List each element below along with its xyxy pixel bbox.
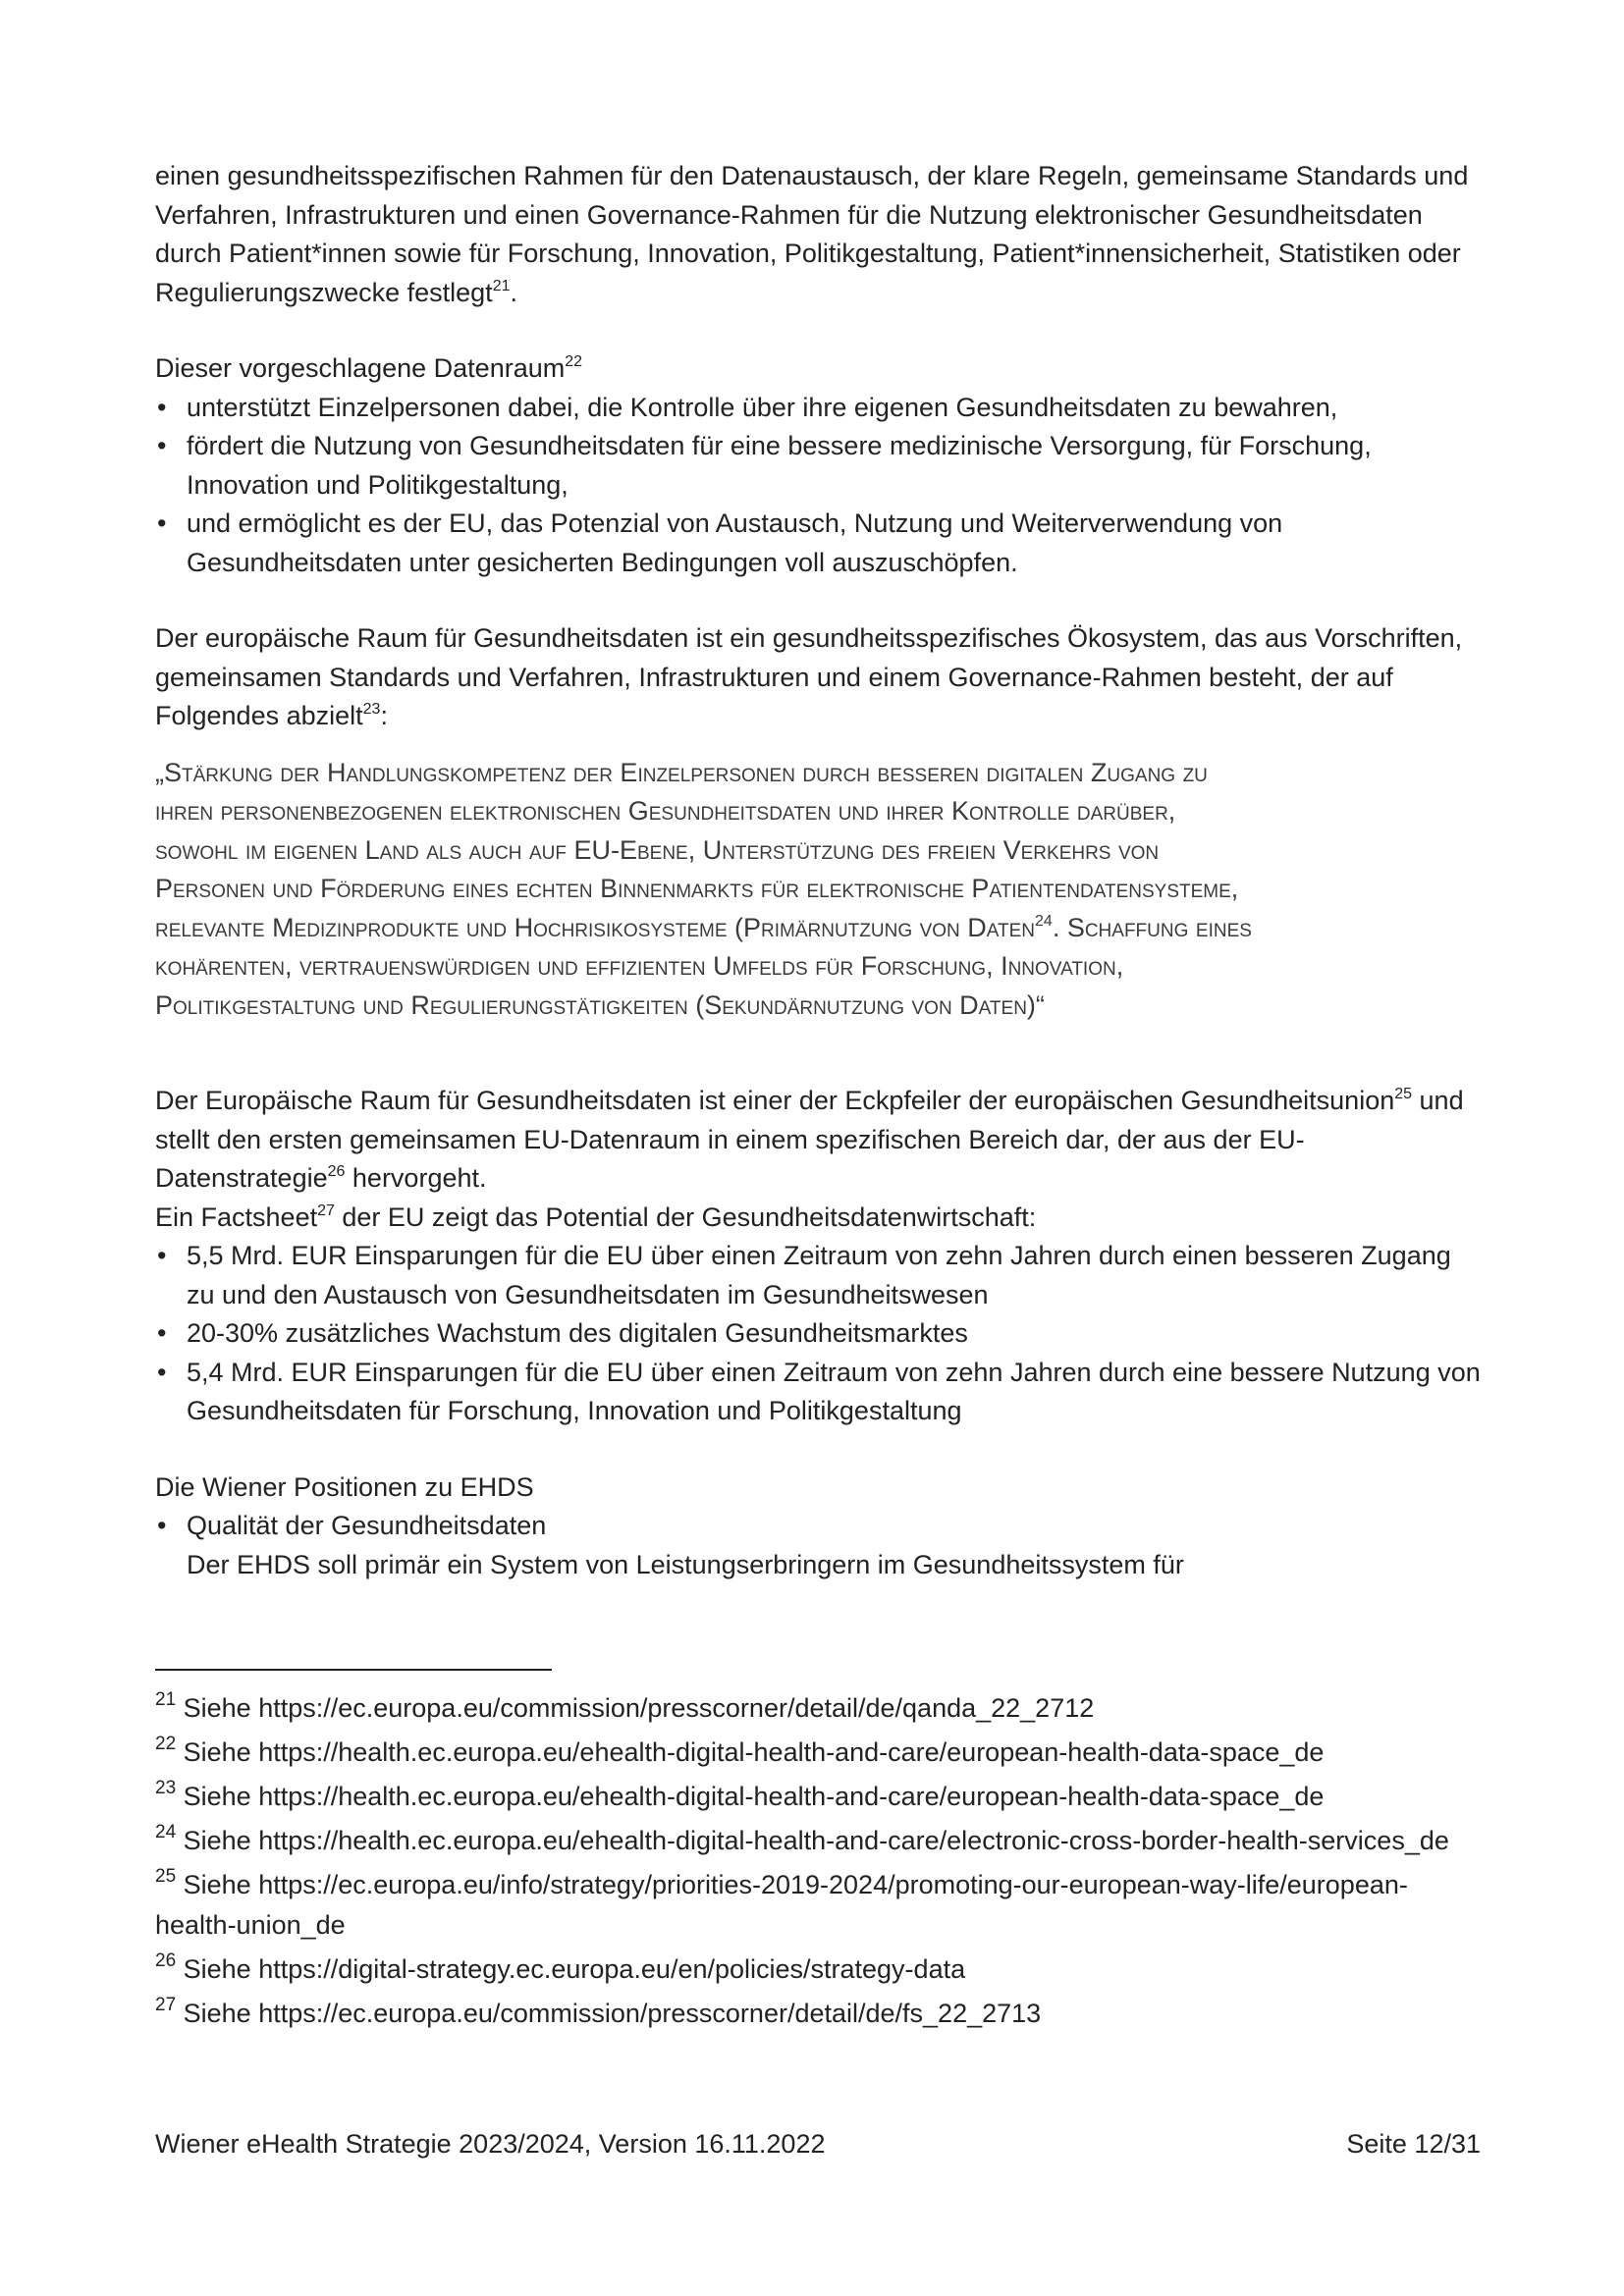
datenraum-intro: Dieser vorgeschlagene Datenraum$^{22}$ bbox=[155, 353, 583, 383]
footnote: $^{21}$ Siehe https://ec.europa.eu/commission/presscorner/detail/de/qanda_22_2712 bbox=[155, 1689, 1095, 1723]
list-item-text: Der EHDS soll primär ein System von Leistungserbringern im Gesundheitssystem für bbox=[187, 1549, 1184, 1579]
footnote-link[interactable]: Siehe https://ec.europa.eu/commission/presscorner/detail/de/fs_22_2713 bbox=[176, 1999, 1042, 2028]
footnote: $^{23}$ Siehe https://health.ec.europa.eu/ehealth-digital-health-and-care/european-health-data-space_de bbox=[155, 1778, 1325, 1811]
footnote-ref-26[interactable]: 26 bbox=[327, 1163, 346, 1180]
factsheet-list bbox=[155, 1237, 1481, 1431]
footnote: $^{26}$ Siehe https://digital-strategy.ec.europa.eu/en/policies/strategy-data bbox=[155, 1950, 966, 1984]
footnote-separator bbox=[155, 1669, 552, 1671]
wiener-list bbox=[155, 1507, 1481, 1584]
list-item bbox=[155, 1507, 1481, 1584]
list-item: • und ermöglicht es der EU, das Potenzial von Austausch, Nutzung und Weiterverwendung von Gesundheitsdaten unter gesicherten Bedingungen voll auszuschöpfen. bbox=[155, 505, 1481, 582]
list-item: • fördert die Nutzung von Gesundheitsdaten für eine bessere medizinische Versorgung, für Forschung, Innovation und Politikgestaltung, bbox=[155, 427, 1481, 505]
datenraum-list bbox=[155, 389, 1481, 583]
block-quote: „Stärkung der Handlungskompetenz der Einzelpersonen durch besseren digitalen Zugang zu ihren personenbezogenen elektronischen Gesundheitsdaten und ihrer Kontrolle darüber, sowohl im eigenen Land als auch auf EU-Ebene, Unterstützung des freien Verkehrs von Personen und Förderung eines echten Binnenmarkts für elektronische Patientendatensysteme, relevante Medizinprodukte und Hochrisikosysteme (Primärnutzung von Daten$^{24}$. Schaffung eines kohärenten, vertrauenswürdigen und effizienten Umfelds für Forschung, Innovation, Politikgestaltung und Regulierungstätigkeiten (Sekundärnutzung von Daten)“ bbox=[155, 757, 1252, 1020]
footnote-link[interactable]: Siehe https://ec.europa.eu/info/strategy/priorities-2019-2024/promoting-our-european-way-life/european-health-union_de bbox=[155, 1870, 1408, 1940]
list-item: • 5,4 Mrd. EUR Einsparungen für die EU über einen Zeitraum von zehn Jahren durch eine bessere Nutzung von Gesundheitsdaten für Forschung, Innovation und Politikgestaltung bbox=[155, 1354, 1481, 1431]
footnote: $^{24}$ Siehe https://health.ec.europa.eu/ehealth-digital-health-and-care/electronic-cross-border-health-services_de bbox=[155, 1822, 1449, 1855]
footnote-ref-25[interactable]: 25 bbox=[1394, 1086, 1413, 1102]
footnotes bbox=[155, 1688, 1481, 2038]
paragraph-health-union: Der Europäische Raum für Gesundheitsdaten ist einer der Eckpfeiler der europäischen Gesundheitsunion$^{25}$ und stellt den ersten gemeinsamen EU-Datenraum in einem spezifischen Bereich dar, der aus der EU-Datenstrategie$^{26}$ hervorgeht. bbox=[155, 1086, 1464, 1193]
footnote-ref-22[interactable]: 22 bbox=[565, 353, 583, 370]
footnote: $^{22}$ Siehe https://health.ec.europa.eu/ehealth-digital-health-and-care/european-health-data-space_de bbox=[155, 1734, 1325, 1767]
footnote-link[interactable]: Siehe https://health.ec.europa.eu/ehealth-digital-health-and-care/european-health-data-space_de bbox=[176, 1737, 1325, 1767]
footnote-link[interactable]: Siehe https://health.ec.europa.eu/ehealth-digital-health-and-care/electronic-cross-border-health-services_de bbox=[176, 1826, 1449, 1855]
footnote: $^{25}$ Siehe https://ec.europa.eu/info/strategy/priorities-2019-2024/promoting-our-european-way-life/european-health-union_de bbox=[155, 1866, 1408, 1940]
footnote-ref-23[interactable]: 23 bbox=[362, 701, 381, 718]
main-body bbox=[155, 157, 1481, 1584]
page-number: Seite 12/31 bbox=[1346, 2129, 1481, 2159]
footer-document-title: Wiener eHealth Strategie 2023/2024, Version 16.11.2022 bbox=[155, 2129, 826, 2159]
wiener-heading: Die Wiener Positionen zu EHDS bbox=[155, 1471, 534, 1502]
list-item: • 5,5 Mrd. EUR Einsparungen für die EU über einen Zeitraum von zehn Jahren durch einen besseren Zugang zu und den Austausch von Gesundheitsdaten im Gesundheitswesen bbox=[155, 1237, 1481, 1314]
footnote-link[interactable]: Siehe https://health.ec.europa.eu/ehealth-digital-health-and-care/european-health-data-space_de bbox=[176, 1782, 1325, 1811]
footnote-ref-21[interactable]: 21 bbox=[492, 277, 511, 294]
footnote-link[interactable]: Siehe https://digital-strategy.ec.europa.eu/en/policies/strategy-data bbox=[176, 1954, 966, 1984]
footnote: $^{27}$ Siehe https://ec.europa.eu/commission/presscorner/detail/de/fs_22_2713 bbox=[155, 1995, 1042, 2028]
paragraph-framework: einen gesundheitsspezifischen Rahmen für den Datenaustausch, der klare Regeln, gemeinsame Standards und Verfahren, Infrastrukturen und einen Governance-Rahmen für die Nutzung elektronischer Gesundheitsdaten durch Patient*innen sowie für Forschung, Innovation, Politikgestaltung, Patient*innensicherheit, Statistiken oder Regulierungszwecke festlegt$^{21}$. bbox=[155, 161, 1469, 307]
list-item-title: Qualität der Gesundheitsdaten bbox=[187, 1511, 547, 1540]
list-item: • 20-30% zusätzliches Wachstum des digitalen Gesundheitsmarktes bbox=[155, 1314, 1481, 1354]
page-footer bbox=[155, 2126, 1481, 2162]
footnote-ref-24[interactable]: 24 bbox=[1035, 912, 1053, 930]
footnote-link[interactable]: Siehe https://ec.europa.eu/commission/presscorner/detail/de/qanda_22_2712 bbox=[176, 1693, 1095, 1723]
paragraph-ecosystem: Der europäische Raum für Gesundheitsdaten ist ein gesundheitsspezifisches Ökosystem, das aus Vorschriften, gemeinsamen Standards und Verfahren, Infrastrukturen und einem Governance-Rahmen besteht, der auf Folgendes abzielt$^{23}$: bbox=[155, 623, 1463, 730]
factsheet-intro: Ein Factsheet$^{27}$ der EU zeigt das Potential der Gesundheitsdatenwirtschaft: bbox=[155, 1201, 1037, 1232]
list-item: • unterstützt Einzelpersonen dabei, die Kontrolle über ihre eigenen Gesundheitsdaten zu bewahren, bbox=[155, 389, 1481, 428]
footnote-ref-27[interactable]: 27 bbox=[317, 1201, 335, 1219]
